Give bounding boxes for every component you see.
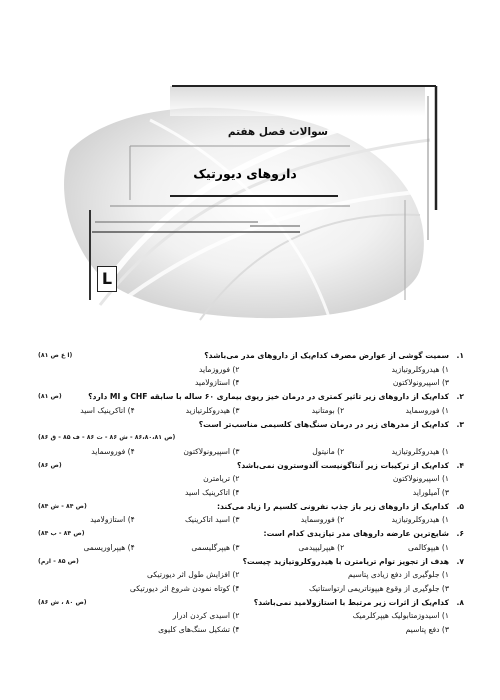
question-reference: (ص ۸۰ ، ش ۸۶) (38, 598, 87, 606)
question-text: کدام‌یک از داروهای زیر باز جذب نفرونی کلسیم را زیاد می‌کند: (216, 501, 449, 511)
question-1 (38, 349, 464, 390)
question-6 (38, 527, 464, 554)
option-4: ۴) فوروسماید (91, 446, 135, 456)
option-2: ۲) بومتانید (311, 405, 345, 415)
option-4: ۴) کوتاه نمودن شروع اثر دیورتیکی (129, 583, 240, 593)
question-number: ۶. (456, 529, 464, 539)
option-4: ۴) استازولامید (194, 378, 240, 388)
question-3 (38, 418, 464, 459)
option-4: ۴) اتاکرینیک اسید (185, 488, 240, 498)
option-2: ۲) مانیتول (312, 446, 345, 456)
option-2: ۲) اسیدی کردن ادرار (172, 611, 240, 621)
question-number: ۱. (456, 351, 464, 360)
question-4 (38, 459, 464, 500)
question-list (38, 349, 464, 637)
chapter-title: داروهای دیورتیک (193, 166, 297, 181)
question-number: ۲. (456, 392, 464, 402)
question-7 (38, 555, 464, 596)
option-3: ۳) اسپیرونولاکتون (183, 446, 240, 456)
question-text: هدف از تجویز توام تریامترن با هیدروکلروتیازید چیست؟ (242, 556, 449, 566)
option-3: ۳) اسید اتاکرینیک (185, 515, 240, 525)
question-number: ۵. (456, 501, 464, 511)
option-1: ۱) فوروسماید (405, 405, 449, 415)
question-text: شایع‌ترین عارضه داروهای مدر تیازیدی کدام است: (263, 529, 449, 539)
option-2: ۲) فوروزماید (198, 364, 240, 374)
option-1: ۱) هیپوکالمی (408, 542, 449, 552)
chapter-banner (0, 0, 500, 330)
question-number: ۴. (456, 460, 464, 470)
banner-artwork (0, 0, 500, 330)
question-reference: (ص ۸۶،۸۰،۸۱ - ش ۸۶ - ت ۸۶ - ف ۸۵ - ق ۸۶) (38, 434, 176, 442)
question-text: سمیت گوشی از عوارض مصرف کدام‌یک از داروهای مدر می‌باشد؟ (204, 351, 449, 360)
option-3: ۳) هیپرگلیسمی (191, 542, 240, 552)
question-number: ۳. (456, 419, 464, 429)
question-5 (38, 500, 464, 527)
option-1: ۱) هیدروکلروتیازید (391, 446, 449, 456)
option-1: ۱) هیدروکلروتیازید (391, 364, 449, 374)
option-3: ۳) آمیلوراید (412, 488, 449, 498)
option-1: ۱) جلوگیری از دفع زیادی پتاسیم (348, 570, 449, 580)
option-1: ۱) اسپیرونولاکتون (392, 474, 449, 484)
question-reference: (ص ۸۶) (38, 461, 62, 469)
question-2 (38, 390, 464, 417)
question-number: ۷. (456, 556, 464, 566)
option-1: ۱) هیدروکلروتیازید (391, 515, 449, 525)
question-text: کدام‌یک از مدرهای زیر در درمان سنگ‌های کلسیمی مناسب‌تر است؟ (198, 419, 449, 429)
question-8 (38, 596, 464, 637)
option-3: ۳) جلوگیری از وقوع هیپوناتریمی ارتواستاتیک (309, 583, 449, 593)
chapter-label: سوالات فصل هفتم (227, 126, 328, 138)
question-number: ۸. (456, 597, 464, 607)
question-text: کدام‌یک از اثرات زیر مرتبط با استازولامید نمی‌باشد؟ (253, 597, 449, 607)
question-reference: (ا ع ص ۸۱) (38, 352, 73, 359)
option-4: ۴) اتاکرینیک اسید (80, 405, 135, 415)
option-4: ۴) تشکیل سنگ‌های کلیوی (158, 625, 240, 635)
question-text: کدام‌یک از داروهای زیر تاثیر کمتری در درمان خیز ریوی بیماری ۶۰ ساله با سابقه CHF و MI دارد؟ (88, 392, 449, 402)
question-reference: (ص ۸۱) (38, 393, 62, 401)
question-text: کدام‌یک از ترکیبات زیر آنتاگونیست آلدوسترون نمی‌باشد؟ (237, 460, 449, 470)
option-2: ۲) هیپرلیپیدمی (298, 542, 345, 552)
option-3: ۳) اسپیرونولاکتون (392, 378, 449, 388)
option-2: ۲) تریامترن (203, 474, 240, 484)
question-reference: (ص ۸۴ - ش ۸۴) (38, 502, 87, 510)
option-3: ۳) دفع پتاسیم (405, 625, 449, 635)
option-4: ۴) استازولامید (90, 515, 135, 525)
option-1: ۱) اسیدوزمتابولیک هیپرکلرمیک (352, 611, 449, 621)
question-reference: (ص ۸۵ - ارم) (38, 557, 79, 565)
option-2: ۲) فوروسماید (300, 515, 345, 525)
option-4: ۴) هیپراوریسمی (83, 542, 135, 552)
chapter-letter-box: L (97, 266, 117, 292)
question-reference: (ص ۸۴ - ب ۸۴) (38, 530, 85, 538)
option-3: ۳) هیدروکلرتیازید (185, 405, 240, 415)
option-2: ۲) افزایش طول اثر دیورتیکی (147, 570, 240, 580)
